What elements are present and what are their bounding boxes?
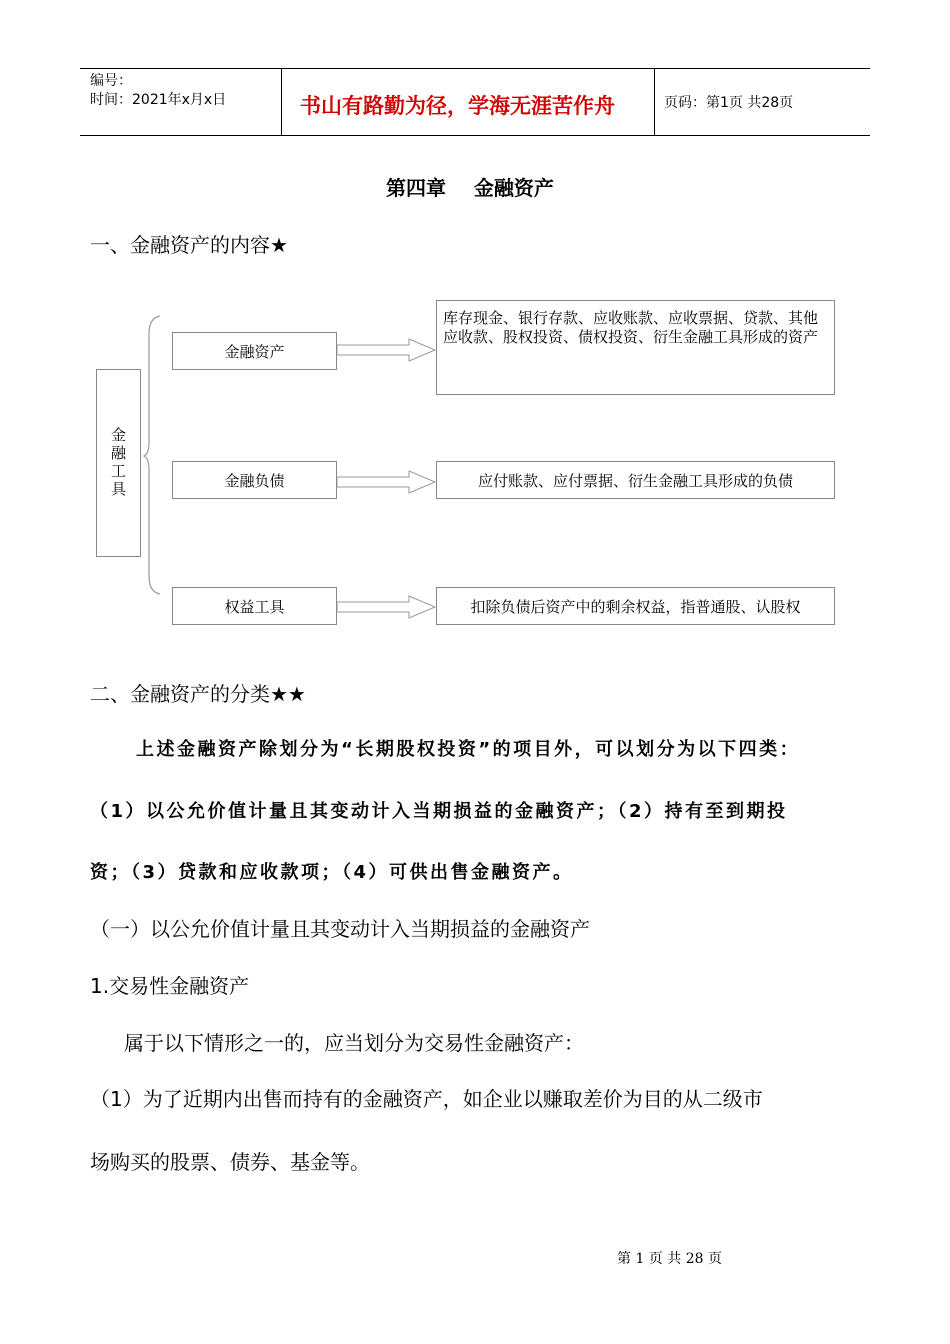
- item1-intro: 属于以下情形之一的，应当划分为交易性金融资产：: [124, 1031, 584, 1055]
- header-motto: 书山有路勤为径，学海无涯苦作舟: [300, 94, 615, 118]
- diagram-box-financial-liabilities: [172, 461, 337, 499]
- diagram-label-financial-liabilities: 金融负债: [224, 471, 285, 490]
- item1-point1-line1: （1）为了近期内出售而持有的金融资产，如企业以赚取差价为目的从二级市: [90, 1087, 763, 1111]
- diagram-desc-text-financial-assets: 库存现金、银行存款、应收账款、应收票据、贷款、其他应收款、股权投资、债权投资、衍生金融工具形成的资产: [443, 309, 819, 346]
- diagram-desc-text-financial-liabilities: 应付账款、应付票据、衍生金融工具形成的负债: [477, 471, 793, 490]
- diagram-brace: [143, 314, 163, 596]
- item1-point1-line2: 场购买的股票、债券、基金等。: [90, 1150, 370, 1174]
- section1-title: 一、金融资产的内容★: [90, 233, 288, 257]
- chapter-title: 第四章 金融资产: [386, 176, 554, 200]
- diagram-arrow-3: [337, 595, 437, 619]
- diagram-desc-equity-instruments: [436, 587, 835, 625]
- diagram-box-financial-assets: [172, 332, 337, 370]
- diagram-desc-financial-liabilities: [436, 461, 835, 499]
- header-date-label: 时间：2021年x月x日: [90, 92, 227, 108]
- header-page-label: 页码：第1页 共28页: [664, 95, 794, 111]
- subsection1-title: （一）以公允价值计量且其变动计入当期损益的金融资产: [90, 917, 590, 941]
- header-divider-right: [654, 68, 655, 136]
- diagram-box-equity-instruments: [172, 587, 337, 625]
- header-divider-left: [281, 68, 282, 136]
- diagram-label-financial-assets: 金融资产: [224, 342, 285, 361]
- diagram-label-equity-instruments: 权益工具: [224, 597, 285, 616]
- header-top-rule: [80, 68, 870, 69]
- diagram-desc-financial-assets: [436, 300, 835, 395]
- diagram-arrow-1: [337, 338, 437, 362]
- section2-para-line2: （1）以公允价值计量且其变动计入当期损益的金融资产；（2）持有至到期投: [90, 801, 788, 822]
- diagram-root-box: [96, 369, 141, 557]
- header-bottom-rule: [80, 135, 870, 136]
- diagram-arrow-2: [337, 470, 437, 494]
- diagram-desc-text-equity-instruments: 扣除负债后资产中的剩余权益，指普通股、认股权: [470, 597, 801, 616]
- item1-title: 1.交易性金融资产: [90, 974, 250, 998]
- section2-title: 二、金融资产的分类★★: [90, 682, 306, 706]
- section2-para-line1: 上述金融资产除划分为“长期股权投资”的项目外，可以划分为以下四类：: [136, 739, 801, 760]
- header-number-label: 编号：: [90, 73, 132, 89]
- page-footer: 第 1 页 共 28 页: [617, 1251, 722, 1267]
- section2-para-line3: 资；（3）贷款和应收款项；（4）可供出售金融资产。: [90, 862, 574, 883]
- diagram-root-label: 金融工具: [109, 427, 127, 499]
